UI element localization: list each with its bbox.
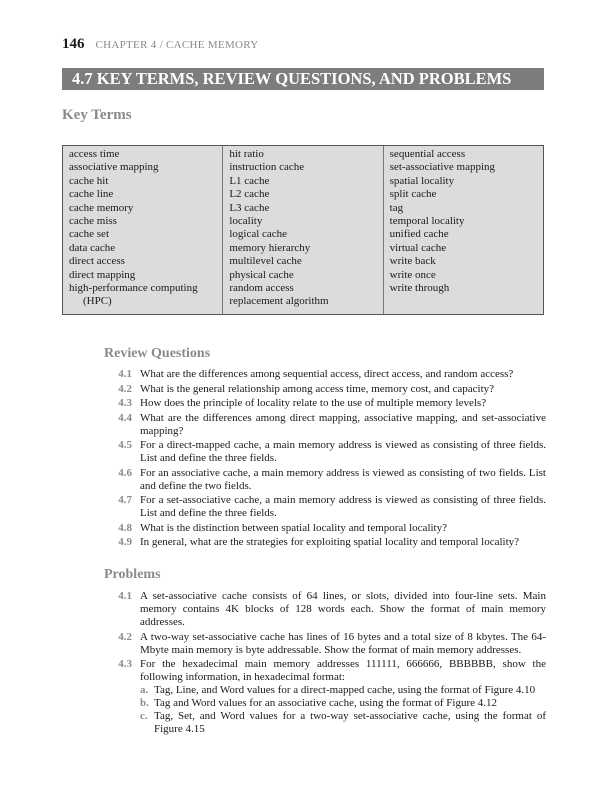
key-term: L3 cache — [229, 201, 270, 214]
problem-number: 4.2 — [118, 630, 132, 643]
section-title: 4.7 KEY TERMS, REVIEW QUESTIONS, AND PROBLEMS — [62, 68, 544, 90]
key-term: spatial locality — [389, 174, 455, 187]
key-term: cache line — [69, 188, 114, 201]
question-text: What is the general relationship among access time, memory cost, and capacity? — [140, 382, 495, 395]
key-term: cache set — [69, 228, 109, 241]
key-term: (HPC) — [83, 295, 112, 308]
review-question — [110, 536, 546, 549]
subitem-text: Tag and Word values for an associative cache, using the format of Figure 4.12 — [154, 697, 498, 709]
question-number: 4.4 — [118, 411, 132, 424]
question-text: For a direct-mapped cache, a main memory address is viewed as consisting of three fields. List and define the three fields. — [140, 439, 546, 464]
review-questions-list — [110, 368, 546, 551]
review-question — [110, 383, 546, 396]
page-number: 146 — [62, 36, 85, 52]
problem-subitem — [140, 697, 546, 710]
subitem-text: Tag, Line, and Word values for a direct-mapped cache, using the format of Figure 4.10 — [154, 684, 536, 696]
key-term: virtual cache — [389, 241, 447, 254]
review-question — [110, 412, 546, 438]
question-number: 4.6 — [118, 466, 132, 479]
key-term: cache miss — [69, 215, 117, 228]
review-question — [110, 397, 546, 410]
review-question — [110, 368, 546, 381]
problem-subitem — [140, 684, 546, 697]
question-text: For a set-associative cache, a main memory address is viewed as consisting of three fields. List and define the three fields. — [140, 494, 546, 519]
key-term: physical cache — [229, 268, 294, 281]
review-question — [110, 467, 546, 493]
key-term: write through — [389, 282, 450, 295]
problem — [110, 590, 546, 629]
key-term: memory hierarchy — [229, 241, 311, 254]
key-term: cache hit — [69, 174, 109, 187]
key-term: write back — [389, 255, 436, 268]
key-terms-table — [62, 145, 544, 315]
key-term: logical cache — [229, 228, 288, 241]
key-term: set-associative mapping — [389, 161, 496, 174]
key-term: instruction cache — [229, 161, 305, 174]
question-number: 4.5 — [118, 439, 132, 451]
key-term: associative mapping — [69, 161, 159, 174]
review-question — [110, 494, 546, 520]
key-term: unified cache — [389, 228, 449, 241]
key-terms-column-2 — [222, 146, 382, 314]
key-terms-heading: Key Terms — [62, 107, 132, 123]
problem-text: A two-way set-associative cache has lines of 16 bytes and a total size of 8 kbytes. The 64-Mbyte main memory is byte addressable. Show the format of main memory addresses. — [140, 630, 546, 656]
problem — [110, 631, 546, 657]
key-term: split cache — [389, 188, 437, 201]
subitem-letter: a. — [140, 684, 149, 696]
key-term: data cache — [69, 241, 116, 254]
key-terms-column-3 — [383, 146, 543, 314]
chapter-title: CHAPTER 4 / CACHE MEMORY — [95, 39, 259, 51]
review-questions-heading: Review Questions — [104, 346, 211, 361]
question-text: What is the distinction between spatial locality and temporal locality? — [140, 521, 447, 534]
key-term: sequential access — [389, 148, 466, 160]
problem-number: 4.3 — [118, 658, 132, 670]
problem-subitem — [140, 710, 546, 736]
key-terms-column-1 — [63, 146, 222, 314]
key-term: access time — [69, 148, 120, 160]
problem-text: For the hexadecimal main memory addresses 111111, 666666, BBBBBB, show the following information, in hexadecimal format: — [140, 658, 546, 683]
question-number: 4.7 — [118, 494, 132, 506]
key-term: direct access — [69, 255, 125, 268]
key-term: tag — [389, 201, 404, 214]
problem — [110, 658, 546, 736]
question-number: 4.3 — [118, 397, 132, 409]
subitem-letter: c. — [140, 710, 148, 722]
key-term: L2 cache — [229, 188, 270, 201]
key-term: L1 cache — [229, 174, 270, 187]
key-term: direct mapping — [69, 268, 136, 281]
running-header — [62, 36, 259, 53]
question-text: For an associative cache, a main memory address is viewed as consisting of two fields. List and define the two fields. — [140, 466, 546, 492]
key-term: random access — [229, 282, 294, 295]
problems-heading: Problems — [104, 567, 161, 582]
key-term: locality — [229, 215, 263, 228]
review-question — [110, 439, 546, 465]
problem-number: 4.1 — [118, 590, 132, 602]
key-term: replacement algorithm — [229, 295, 329, 308]
question-text: How does the principle of locality relate to the use of multiple memory levels? — [140, 397, 487, 409]
subitem-text: Tag, Set, and Word values for a two-way set-associative cache, using the format of Figure 4.15 — [154, 710, 546, 735]
key-term: hit ratio — [229, 148, 264, 160]
problems-list — [110, 590, 546, 738]
key-term: cache memory — [69, 201, 134, 214]
question-number: 4.8 — [118, 521, 132, 534]
question-number: 4.9 — [118, 536, 132, 548]
subitem-letter: b. — [140, 697, 149, 709]
question-number: 4.2 — [118, 382, 132, 395]
problem-text: A set-associative cache consists of 64 lines, or slots, divided into four-line sets. Main memory contains 4K blocks of 128 words each. Show the format of main memory addresses. — [140, 590, 546, 628]
review-question — [110, 522, 546, 535]
key-term: write once — [389, 268, 436, 281]
question-text: In general, what are the strategies for exploiting spatial locality and temporal locality? — [140, 536, 520, 548]
question-number: 4.1 — [118, 368, 132, 380]
question-text: What are the differences among direct mapping, associative mapping, and set-associative mapping? — [140, 411, 546, 437]
key-term: multilevel cache — [229, 255, 302, 268]
question-text: What are the differences among sequential access, direct access, and random access? — [140, 368, 514, 380]
key-term: temporal locality — [389, 215, 465, 228]
key-term: high-performance computing — [69, 282, 198, 295]
